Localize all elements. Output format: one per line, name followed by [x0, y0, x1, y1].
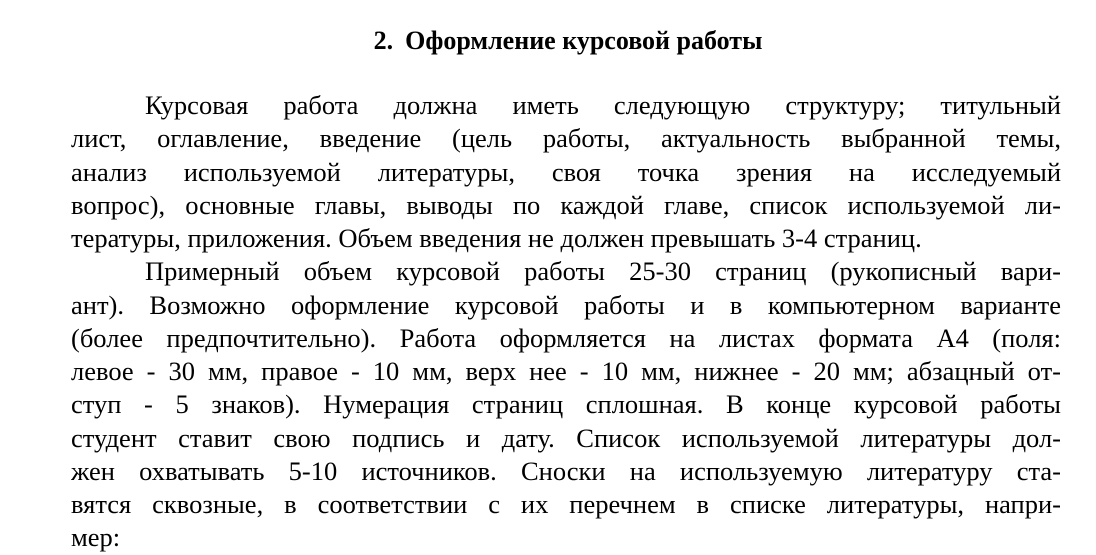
paragraph-line: мер: — [71, 522, 121, 553]
paragraph-line: лист, оглавление, введение (цель работы, актуальность выбранной темы, — [71, 123, 1061, 154]
paragraph-line: Курсовая работа должна иметь следующую структуру; титульный — [145, 90, 1061, 120]
paragraph-line: жен охватывать 5-10 источников. Сноски на используемую литературу ста- — [71, 455, 1061, 486]
paragraph-structure — [71, 89, 1061, 255]
paragraph-line: Примерный объем курсовой работы 25-30 страниц (рукописный вари- — [145, 256, 1061, 287]
paragraph-line: ант). Возможно оформление курсовой работы и в компьютерном варианте — [71, 289, 1061, 320]
body-text — [71, 89, 1061, 555]
paragraph-formatting — [71, 255, 1061, 554]
paragraph-line: анализ используемой литературы, своя точка зрения на исследуемый — [71, 156, 1061, 187]
paragraph-line: вопрос), основные главы, выводы по каждой главе, список используемой ли- — [71, 189, 1061, 220]
paragraph-line: тературы, приложения. Объем введения не должен превышать 3-4 страниц. — [71, 223, 922, 253]
paragraph-line: ступ - 5 знаков). Нумерация страниц сплошная. В конце курсовой работы — [71, 389, 1061, 420]
paragraph-line: левое - 30 мм, правое - 10 мм, верх нее - 10 мм, нижнее - 20 мм; абзацный от- — [71, 356, 1061, 386]
paragraph-line: (более предпочтительно). Работа оформляется на листах формата А4 (поля: — [71, 322, 1061, 353]
paragraph-line: вятся сквозные, в соответствии с их перечнем в списке литературы, напри- — [71, 489, 1061, 519]
paragraph-line: студент ставит свою подпись и дату. Список используемой литературы дол- — [71, 422, 1061, 453]
section-number: 2. — [373, 26, 394, 55]
section-title: Оформление курсовой работы — [405, 26, 763, 55]
section-heading — [0, 25, 1096, 57]
